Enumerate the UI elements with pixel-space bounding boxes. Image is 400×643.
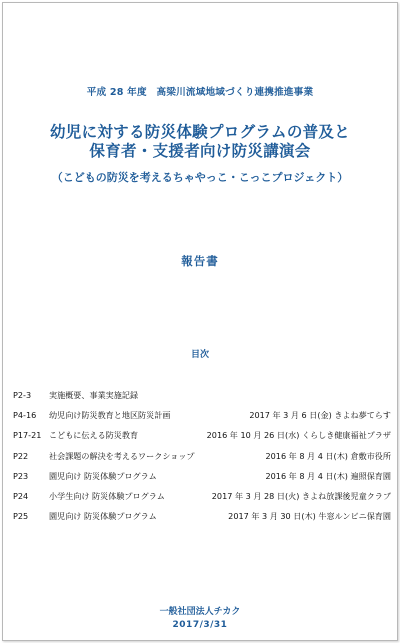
toc-entry-title: 園児向け 防災体験プログラム	[49, 470, 157, 481]
table-of-contents	[13, 389, 391, 530]
project-subheading: 平成 28 年度 高梁川流域地域づくり連携推進事業	[86, 87, 314, 98]
report-label: 報告書	[181, 254, 219, 268]
toc-row	[13, 409, 391, 429]
toc-row	[13, 470, 391, 490]
toc-entry-title: こどもに伝える防災教育	[49, 430, 139, 441]
toc-entry-date: 2017 年 3 月 30 日(木) 牛窓ルンビニ保育園	[228, 511, 391, 522]
toc-entry-date: 2017 年 3 月 6 日(金) きよね夢てらす	[249, 410, 391, 421]
document-title-line-2: 保育者・支援者向け防災講演会	[89, 142, 311, 160]
toc-page-range: P2-3	[13, 390, 32, 400]
toc-row	[13, 429, 391, 449]
document-page	[2, 2, 398, 641]
toc-page-range: P23	[13, 470, 29, 481]
toc-row	[13, 450, 391, 470]
toc-row	[13, 389, 391, 409]
publication-date: 2017/3/31	[172, 620, 228, 630]
toc-row	[13, 490, 391, 510]
publisher-organization: 一般社団法人チカク	[159, 607, 241, 617]
toc-entry-title: 園児向け 防災体験プログラム	[49, 511, 157, 522]
toc-entry-title: 実施概要、事業実施記録	[49, 390, 139, 400]
toc-page-range: P17-21	[13, 430, 42, 441]
project-name: （こどもの防災を考えるちゃやっこ・こっこプロジェクト）	[51, 171, 349, 184]
toc-entry-title: 幼児向け防災教育と地区防災計画	[49, 410, 171, 421]
toc-page-range: P4-16	[13, 410, 37, 421]
document-title-line-1: 幼児に対する防災体験プログラムの普及と	[49, 123, 351, 141]
toc-page-range: P22	[13, 450, 29, 461]
toc-entry-title: 小学生向け 防災体験プログラム	[49, 490, 165, 501]
toc-page-range: P25	[13, 511, 29, 522]
toc-entry-date: 2016 年 8 月 4 日(木) 倉敷市役所	[265, 450, 391, 461]
toc-heading: 目次	[190, 350, 209, 360]
toc-entry-date: 2016 年 10 月 26 日(水) くらしき健康福祉プラザ	[206, 430, 391, 441]
toc-entry-title: 社会課題の解決を考えるワークショップ	[49, 450, 195, 461]
toc-entry-date: 2016 年 8 月 4 日(木) 遍照保育園	[265, 470, 391, 481]
toc-row	[13, 510, 391, 530]
toc-page-range: P24	[13, 490, 29, 501]
toc-entry-date: 2017 年 3 月 28 日(火) きよね放課後児童クラブ	[211, 490, 391, 501]
